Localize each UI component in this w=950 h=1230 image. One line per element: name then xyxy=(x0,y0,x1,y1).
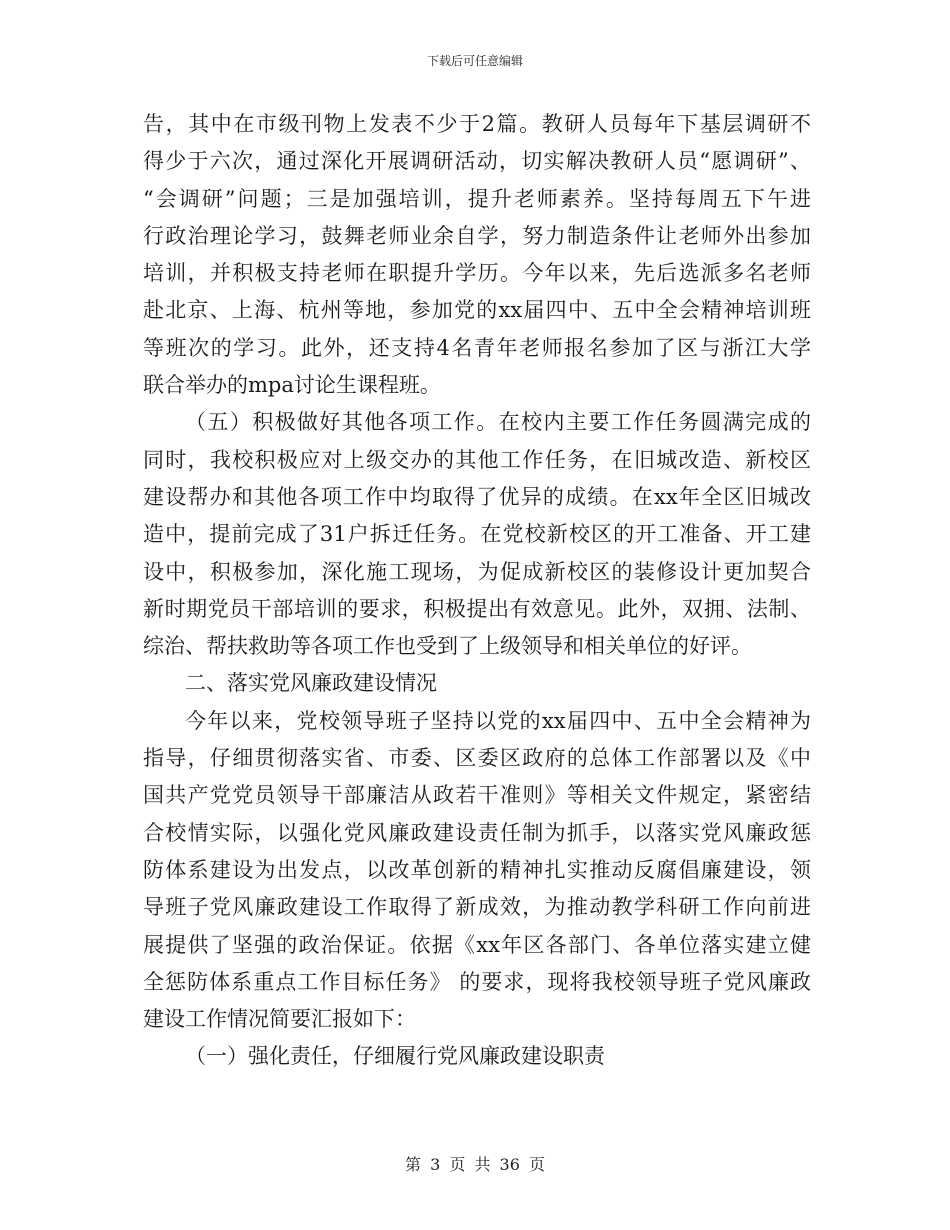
paragraph-line: 指导，仔细贯彻落实省、市委、区委区政府的总体工作部署以及《中 xyxy=(143,746,811,771)
paragraph-line: 培训，并积极支持老师在职提升学历。今年以来，先后选派多名老师 xyxy=(143,261,811,286)
paragraph-line: 展提供了坚强的政治保证。依据《xx年区各部门、各单位落实建立健 xyxy=(143,932,811,957)
paragraph-line: 设中，积极参加，深化施工现场，为促成新校区的装修设计更加契合 xyxy=(143,559,811,584)
paragraph-line: 造中，提前完成了31户拆迁任务。在党校新校区的开工准备、开工建 xyxy=(143,522,811,547)
paragraph-line: 导班子党风廉政建设工作取得了新成效，为推动教学科研工作向前进 xyxy=(143,895,811,920)
paragraph-line: “会调研”问题；三是加强培训，提升老师素养。坚持每周五下午进 xyxy=(143,186,811,211)
paragraph-line: 同时，我校积极应对上级交办的其他工作任务，在旧城改造、新校区 xyxy=(143,447,811,472)
paragraph-line: 防体系建设为出发点，以改革创新的精神扎实推动反腐倡廉建设，领 xyxy=(143,857,811,882)
paragraph-line: 新时期党员干部培训的要求，积极提出有效意见。此外，双拥、法制、 xyxy=(143,596,811,621)
paragraph-line: 联合举办的mpa讨论生课程班。 xyxy=(143,373,441,398)
paragraph-line: 得少于六次，通过深化开展调研活动，切实解决教研人员“愿调研”、 xyxy=(143,149,811,174)
subsection-heading: （一）强化责任，仔细履行党风廉政建设职责 xyxy=(185,1044,605,1069)
paragraph-line: 全惩防体系重点工作目标任务》 的要求，现将我校领导班子党风廉政 xyxy=(143,969,811,994)
document-body xyxy=(143,106,811,1076)
page-header: 下载后可任意编辑 xyxy=(426,54,523,68)
paragraph-line: （五）积极做好其他各项工作。在校内主要工作任务圆满完成的 xyxy=(185,410,811,435)
page-number-footer: 第 3 页 共 36 页 xyxy=(405,1155,545,1174)
paragraph-line: 行政治理论学习，鼓舞老师业余自学，努力制造条件让老师外出参加 xyxy=(143,223,811,248)
paragraph-line: 告，其中在市级刊物上发表不少于2篇。教研人员每年下基层调研不 xyxy=(143,112,811,136)
paragraph-line: 合校情实际，以强化党风廉政建设责任制为抓手，以落实党风廉政惩 xyxy=(143,820,811,845)
paragraph-line: 建设帮办和其他各项工作中均取得了优异的成绩。在xx年全区旧城改 xyxy=(143,484,811,509)
paragraph-line: 综治、帮扶救助等各项工作也受到了上级领导和相关单位的好评。 xyxy=(143,634,752,659)
section-heading: 二、落实党风廉政建设情况 xyxy=(185,671,437,696)
paragraph-line: 今年以来，党校领导班子坚持以党的xx届四中、五中全会精神为 xyxy=(185,708,811,733)
paragraph-line: 等班次的学习。此外，还支持4名青年老师报名参加了区与浙江大学 xyxy=(143,335,811,360)
paragraph-line: 国共产党党员领导干部廉洁从政若干准则》等相关文件规定，紧密结 xyxy=(143,783,811,808)
paragraph-line: 赴北京、上海、杭州等地，参加党的xx届四中、五中全会精神培训班 xyxy=(143,298,811,323)
paragraph-line: 建设工作情况简要汇报如下： xyxy=(143,1007,416,1032)
